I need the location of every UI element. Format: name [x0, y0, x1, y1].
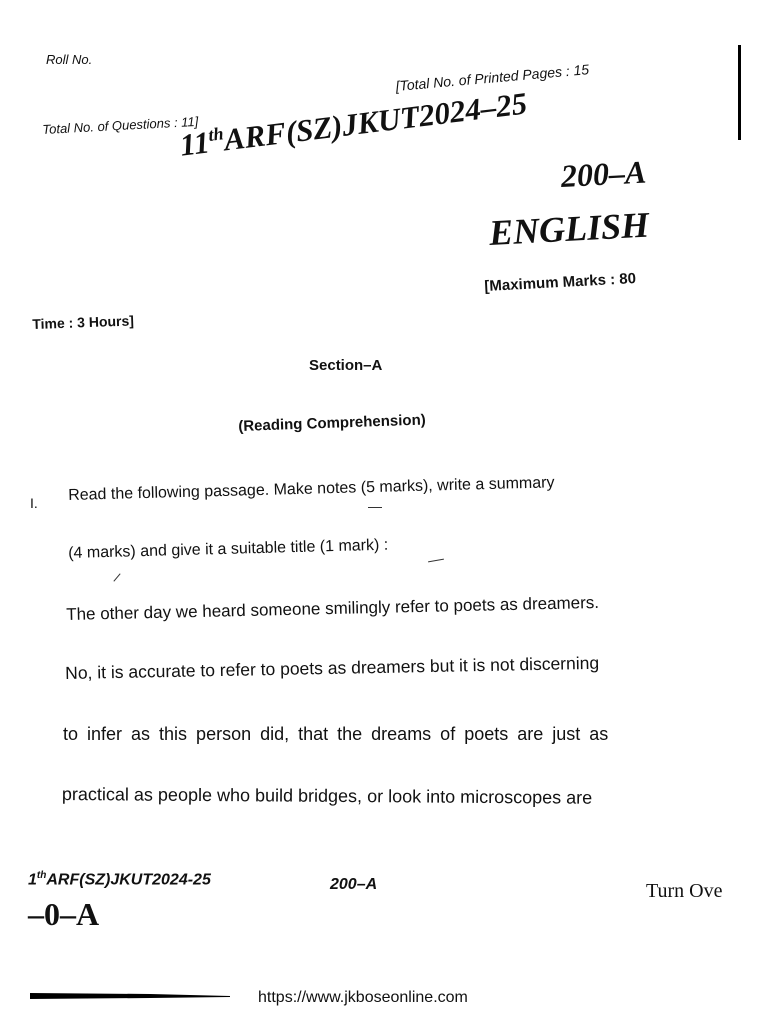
footer-code-rest: ARF(SZ)JKUT2024-25: [46, 871, 211, 889]
footer-code-prefix: 1: [28, 871, 37, 889]
passage-line: The other day we heard someone smilingly refer to poets as dreamers.: [66, 592, 600, 624]
footer-code-sup: th: [36, 870, 47, 881]
footer-paper-code: 200–A: [330, 876, 378, 893]
website-link[interactable]: https://www.jkboseonline.com: [258, 989, 468, 1006]
section-subtitle: (Reading Comprehension): [238, 411, 426, 435]
pen-mark: [428, 559, 444, 563]
exam-code-prefix: 11: [178, 124, 212, 163]
question-instruction-line1: Read the following passage. Make notes (5 marks), write a summary: [68, 474, 555, 504]
subject-title: ENGLISH: [488, 204, 650, 253]
pen-mark: [368, 507, 382, 508]
exam-code: [178, 85, 529, 163]
roll-no-label: Roll No.: [46, 52, 93, 67]
scan-edge-mark: [738, 45, 741, 140]
pen-mark: [113, 573, 120, 581]
turn-over-label: Turn Ove: [646, 880, 723, 902]
time-allowed: Time : 3 Hours]: [32, 312, 135, 332]
paper-code: 200–A: [560, 153, 648, 194]
question-instruction-line2: (4 marks) and give it a suitable title (1 mark) :: [68, 536, 389, 562]
section-title: Section–A: [309, 357, 383, 374]
total-questions: Total No. of Questions : 11]: [42, 113, 199, 137]
total-printed-pages: [Total No. of Printed Pages : 15: [395, 61, 590, 94]
exam-code-sup: th: [207, 123, 225, 145]
question-number: I.: [30, 495, 38, 511]
exam-code-rest: ARF(SZ)JKUT2024–25: [221, 85, 529, 158]
maximum-marks: [Maximum Marks : 80: [484, 270, 637, 295]
passage-line: to infer as this person did, that the dreams of poets are just as: [63, 724, 609, 744]
footer-exam-code: [28, 870, 211, 889]
passage-line: practical as people who build bridges, or look into microscopes are: [61, 784, 593, 808]
footer-rule: [30, 993, 230, 999]
footer-big-code: –0–A: [28, 896, 100, 932]
passage-line: No, it is accurate to refer to poets as dreamers but it is not discerning: [65, 652, 600, 683]
